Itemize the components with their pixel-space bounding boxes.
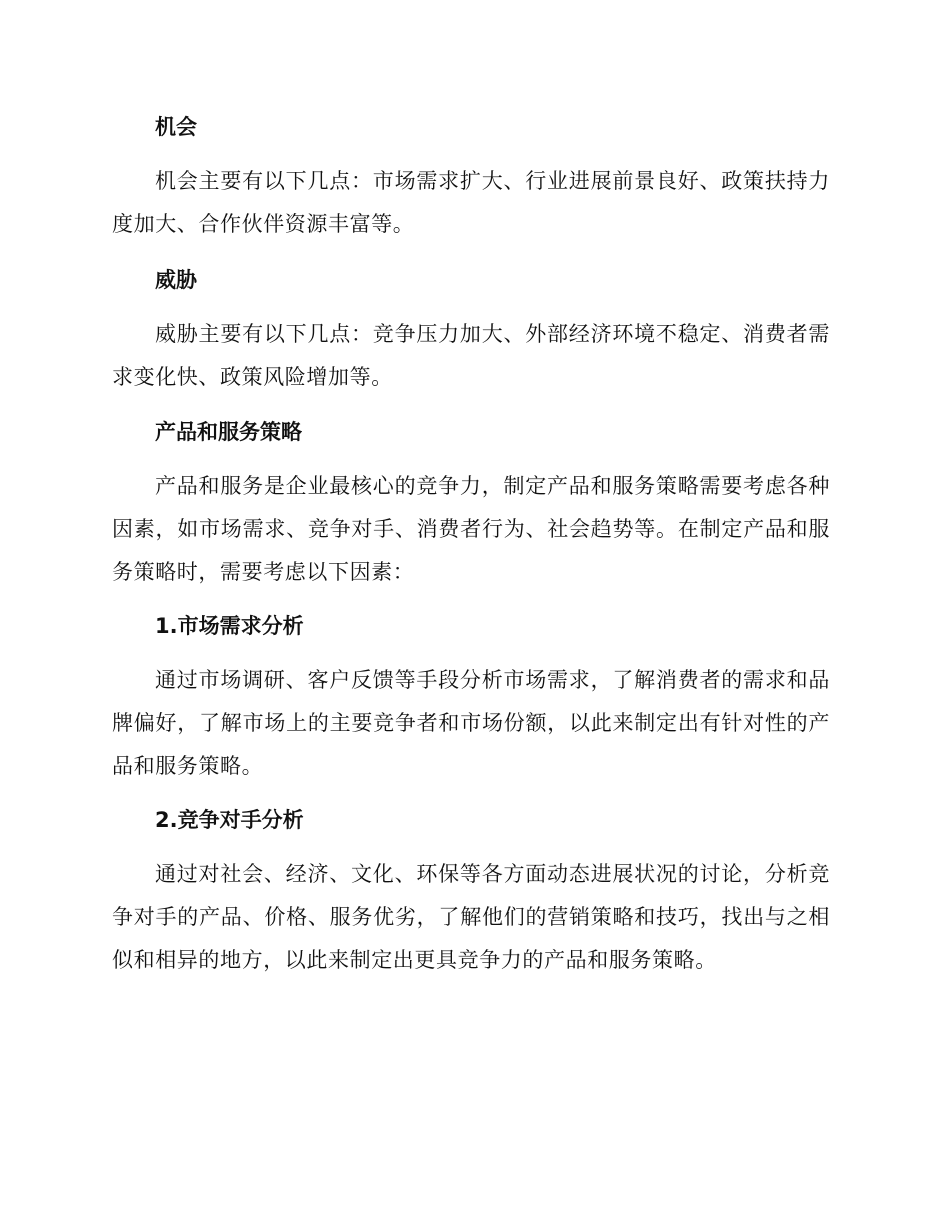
section-heading-competitor-analysis: 2.竞争对手分析 [155, 808, 304, 832]
section-paragraph-product-service-strategy: 产品和服务是企业最核心的竞争力，制定产品和服务策略需要考虑各种因素，如市场需求、竞争对手、消费者行为、社会趋势等。在制定产品和服务策略时，需要考虑以下因素： [112, 474, 830, 584]
section-paragraph-market-demand-analysis: 通过市场调研、客户反馈等手段分析市场需求，了解消费者的需求和品牌偏好，了解市场上的主要竞争者和市场份额，以此来制定出有针对性的产品和服务策略。 [112, 668, 830, 778]
section-heading-opportunities: 机会 [155, 115, 197, 139]
section-paragraph-competitor-analysis: 通过对社会、经济、文化、环保等各方面动态进展状况的讨论，分析竞争对手的产品、价格、服务优劣，了解他们的营销策略和技巧，找出与之相似和相异的地方，以此来制定出更具竞争力的产品和服务策略。 [112, 862, 830, 972]
section-heading-threats: 威胁 [155, 268, 197, 292]
section-paragraph-opportunities: 机会主要有以下几点：市场需求扩大、行业进展前景良好、政策扶持力度加大、合作伙伴资源丰富等。 [112, 169, 830, 236]
section-heading-market-demand-analysis: 1.市场需求分析 [155, 614, 304, 638]
section-heading-product-service-strategy: 产品和服务策略 [155, 420, 302, 444]
section-paragraph-threats: 威胁主要有以下几点：竞争压力加大、外部经济环境不稳定、消费者需求变化快、政策风险增加等。 [112, 322, 830, 389]
